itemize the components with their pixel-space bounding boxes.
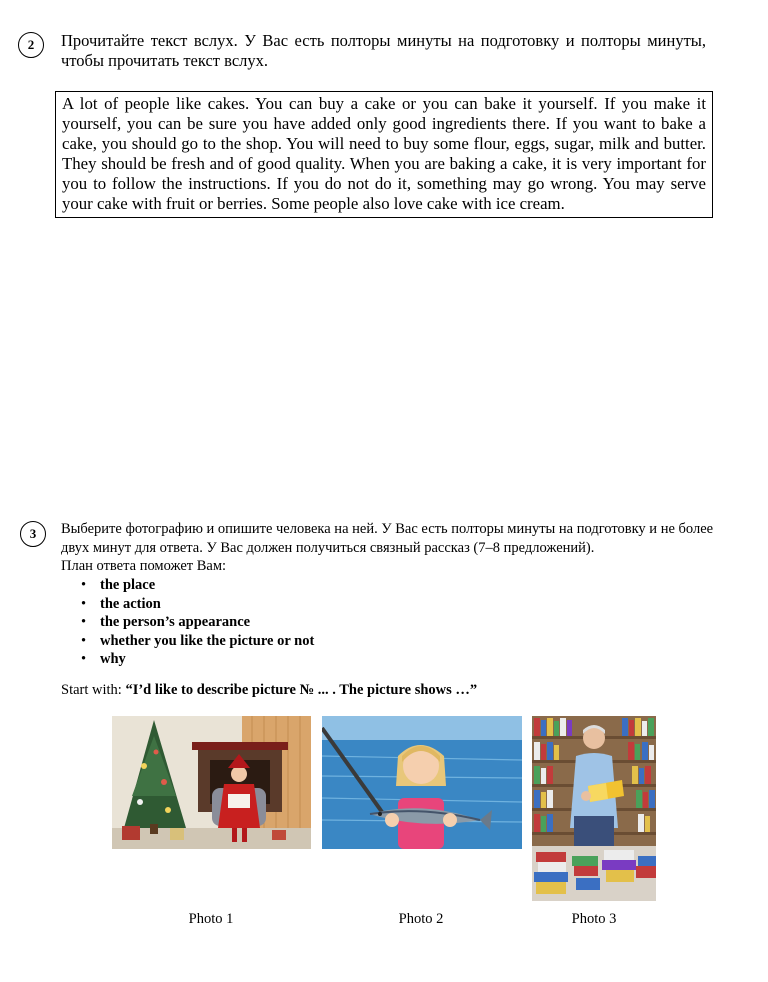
plan-intro: План ответа поможет Вам: <box>61 558 227 574</box>
start-phrase: “I’d like to describe picture № ... . The picture shows …” <box>125 682 478 698</box>
photo-1-image[interactable] <box>112 716 311 849</box>
start-with-line <box>61 681 477 699</box>
task-2-number <box>18 32 44 58</box>
plan-item: • the action <box>61 595 314 614</box>
photo-2-caption: Photo 2 <box>398 911 444 927</box>
photo-1-caption: Photo 1 <box>188 911 234 927</box>
start-prefix: Start with: <box>61 682 126 698</box>
task-2-instruction: Прочитайте текст вслух. У Вас есть полторы минуты на подготовку и полторы минуты, чтобы прочитать текст вслух. <box>61 31 706 70</box>
plan-item: • the place <box>61 576 314 595</box>
task-3-instruction-text: Выберите фотографию и опишите человека на ней. У Вас есть полторы минуты на подготовку и не более двух минут для ответа. У Вас должен получиться связный рассказ (7–8 предложений). <box>61 521 714 556</box>
photo-2-image[interactable] <box>322 716 522 849</box>
reading-text-box: A lot of people like cakes. You can buy a cake or you can bake it yourself. If you make it yourself, you can be sure you have added only good ingredients there. If you want to bake a cake, you should go to the shop. You will need to buy some flour, eggs, sugar, milk and butter. They should be fresh and of good quality. When you are baking a cake, it is very important for you to follow the instructions. If you do not do it, something may go wrong. You may serve your cake with fruit or berries. Some people also love cake with ice cream. <box>55 91 713 218</box>
task-3-instruction <box>61 520 721 576</box>
plan-item: • the person’s appearance <box>61 613 314 632</box>
plan-item: • why <box>61 650 314 669</box>
photo-3-caption: Photo 3 <box>571 911 617 927</box>
task-3-number <box>20 521 46 547</box>
plan-item: • whether you like the picture or not <box>61 632 314 651</box>
task-3-number-text: 3 <box>29 526 37 541</box>
photo-3-image[interactable] <box>532 716 656 901</box>
plan-list <box>61 576 314 669</box>
task-2-number-text: 2 <box>27 37 35 52</box>
